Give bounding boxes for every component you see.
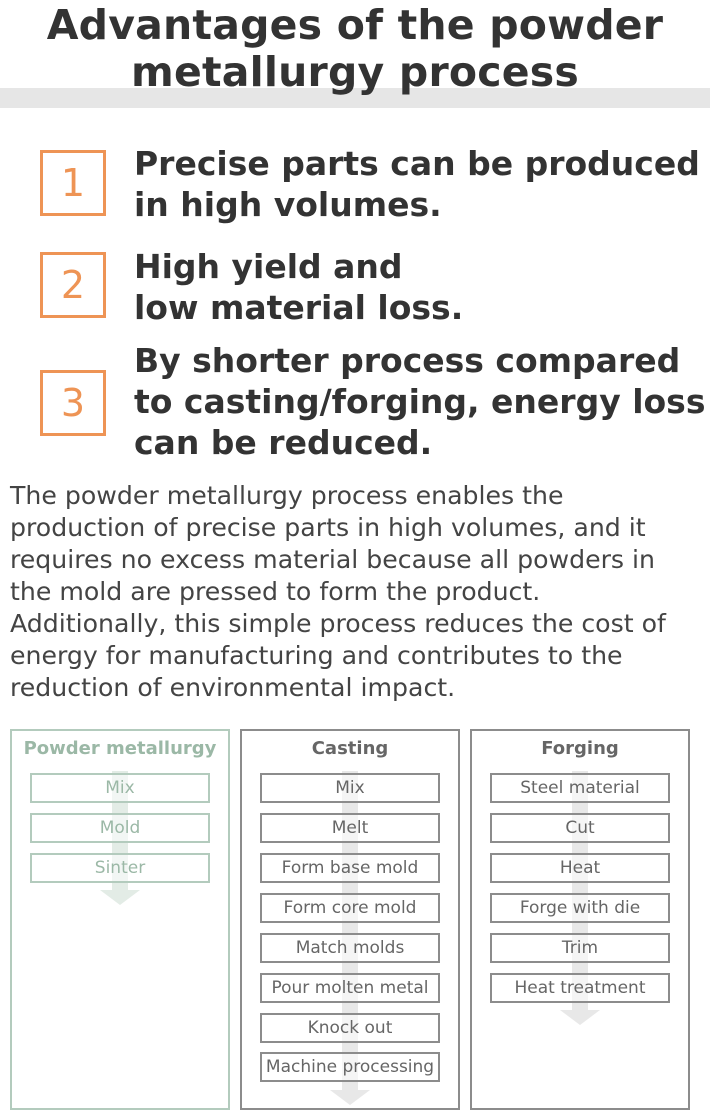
advantage-2-line-2: low material loss. [134, 288, 464, 327]
column-title: Powder metallurgy [23, 738, 217, 759]
description-line: The powder metallurgy process enables the [10, 481, 564, 510]
advantage-1-line-2: in high volumes. [134, 185, 442, 224]
advantage-number-2: 2 [40, 252, 106, 318]
process-column-casting [240, 729, 460, 1110]
process-step: Steel material [490, 773, 670, 803]
description-line: Additionally, this simple process reduces the cost of [10, 609, 666, 638]
process-step: Mix [260, 773, 440, 803]
description-line: energy for manufacturing and contributes to the [10, 641, 623, 670]
process-column-forging [470, 729, 690, 1110]
description-line: requires no excess material because all powders in [10, 545, 656, 574]
process-step: Trim [490, 933, 670, 963]
process-step: Melt [260, 813, 440, 843]
process-step: Pour molten metal [260, 973, 440, 1003]
advantage-3-line-1: By shorter process compared [134, 341, 681, 380]
description-paragraph [10, 480, 706, 704]
process-step: Form base mold [260, 853, 440, 883]
advantage-text-2 [134, 246, 463, 328]
advantage-number-3: 3 [40, 370, 106, 436]
advantage-number-1: 1 [40, 150, 106, 216]
description-line: reduction of environmental impact. [10, 673, 456, 702]
page-title-line-1: Advantages of the powder [46, 1, 664, 49]
process-step: Sinter [30, 853, 210, 883]
process-step: Mold [30, 813, 210, 843]
page-title-line-2: metallurgy process [131, 48, 579, 96]
process-step: Forge with die [490, 893, 670, 923]
process-step: Mix [30, 773, 210, 803]
description-line: the mold are pressed to form the product. [10, 577, 541, 606]
advantage-3-line-2: to casting/forging, energy loss [134, 382, 706, 421]
page-title [0, 2, 710, 96]
column-title: Casting [311, 738, 389, 759]
process-column-powder-metallurgy [10, 729, 230, 1110]
process-step: Heat [490, 853, 670, 883]
description-line: production of precise parts in high volumes, and it [10, 513, 646, 542]
process-step: Match molds [260, 933, 440, 963]
advantage-3-line-3: can be reduced. [134, 423, 433, 462]
process-step: Heat treatment [490, 973, 670, 1003]
advantage-1-line-1: Precise parts can be produced [134, 144, 700, 183]
process-step: Form core mold [260, 893, 440, 923]
process-step: Knock out [260, 1013, 440, 1043]
advantage-2-line-1: High yield and [134, 247, 403, 286]
process-step: Cut [490, 813, 670, 843]
column-title: Forging [541, 738, 619, 759]
advantage-text-3 [134, 340, 705, 463]
advantage-text-1 [134, 143, 700, 225]
process-step: Machine processing [260, 1052, 440, 1082]
